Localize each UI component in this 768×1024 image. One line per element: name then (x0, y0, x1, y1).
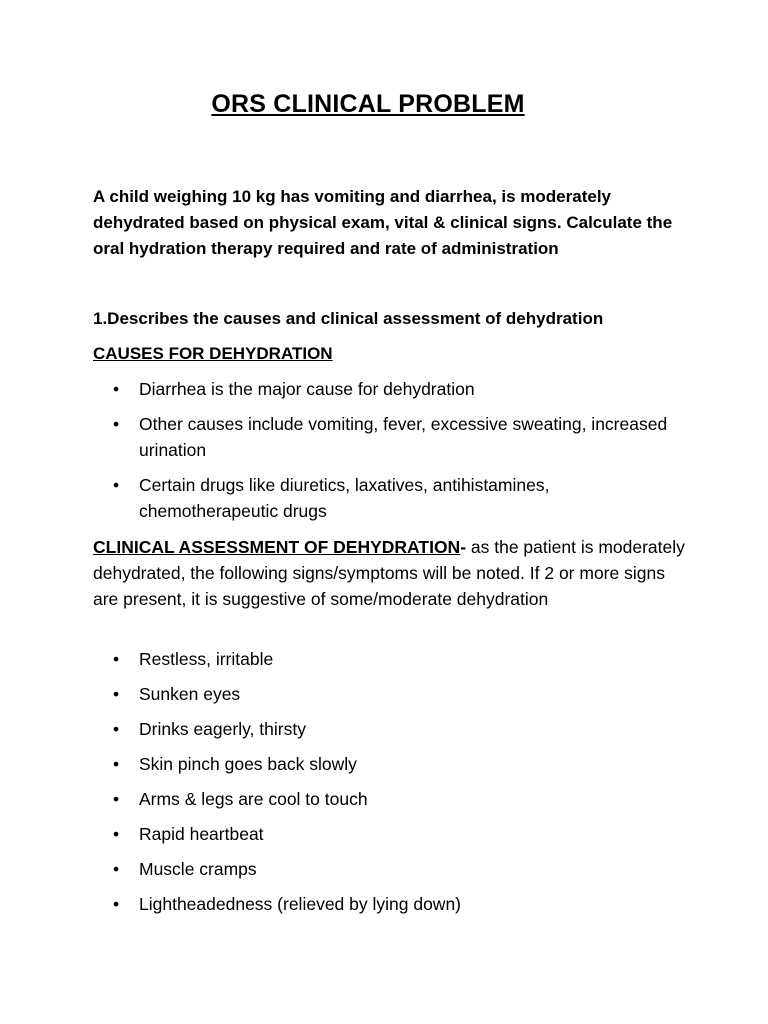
bullet-icon: • (113, 379, 120, 399)
list-item: • Arms & legs are cool to touch (93, 786, 693, 812)
list-item: • Rapid heartbeat (93, 821, 693, 847)
bullet-icon: • (113, 789, 120, 809)
assessment-text: as the patient is moderately dehydrated, the following signs/symptoms will be noted. If 2 or more signs are present, it is suggestive of some/moderate dehydration (93, 537, 685, 609)
list-item: • Other causes include vomiting, fever, excessive sweating, increased urination (93, 411, 693, 463)
question-heading: 1.Describes the causes and clinical assessment of dehydration (93, 309, 604, 328)
list-item: • Diarrhea is the major cause for dehydration (93, 376, 693, 402)
assessment-paragraph (93, 534, 693, 612)
bullet-icon: • (113, 824, 120, 844)
assessment-heading: CLINICAL ASSESSMENT OF DEHYDRATION (93, 537, 461, 557)
list-item: • Drinks eagerly, thirsty (93, 716, 693, 742)
bullet-icon: • (113, 894, 120, 914)
bullet-icon: • (113, 475, 120, 495)
assessment-dash: - (460, 537, 467, 557)
causes-list (93, 376, 693, 533)
bullet-icon: • (113, 719, 120, 739)
bullet-icon: • (113, 649, 120, 669)
signs-list (93, 646, 693, 926)
bullet-icon: • (113, 859, 120, 879)
bullet-icon: • (113, 414, 120, 434)
list-item: • Restless, irritable (93, 646, 693, 672)
list-item: • Lightheadedness (relieved by lying down) (93, 891, 693, 917)
causes-heading: CAUSES FOR DEHYDRATION (93, 344, 333, 363)
problem-statement: A child weighing 10 kg has vomiting and diarrhea, is moderately dehydrated based on physical exam, vital & clinical signs. Calculate the oral hydration therapy required and rate of administration (93, 187, 673, 258)
page-title: ORS CLINICAL PROBLEM (211, 90, 525, 118)
bullet-icon: • (113, 684, 120, 704)
bullet-icon: • (113, 754, 120, 774)
list-item: • Sunken eyes (93, 681, 693, 707)
list-item: • Skin pinch goes back slowly (93, 751, 693, 777)
list-item: • Certain drugs like diuretics, laxatives, antihistamines, chemotherapeutic drugs (93, 472, 693, 524)
list-item: • Muscle cramps (93, 856, 693, 882)
